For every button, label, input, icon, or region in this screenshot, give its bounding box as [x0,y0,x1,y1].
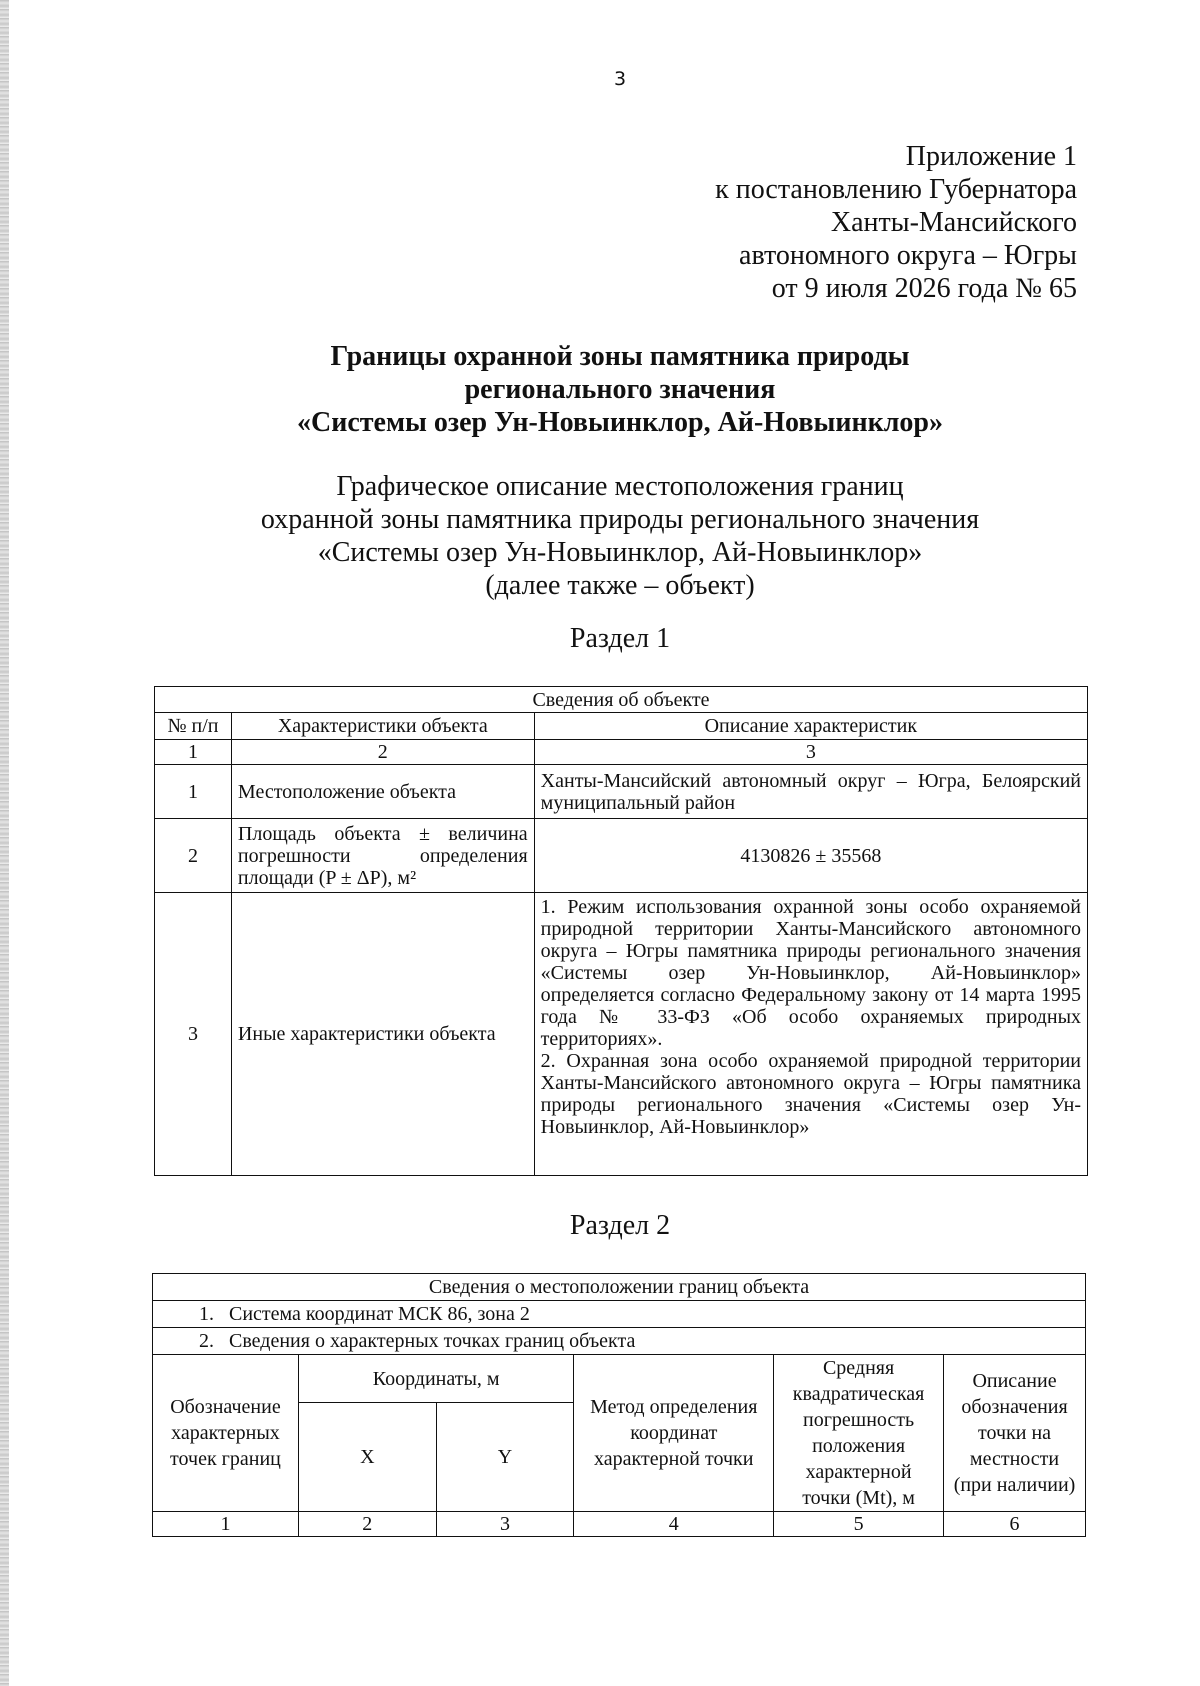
table-caption: Сведения о местоположении границ объекта [153,1274,1086,1301]
col-number: 3 [436,1512,574,1537]
row-characteristic: Площадь объекта ± величина погрешности определения площади (P ± ΔP), м² [231,819,534,893]
header-points: Обозначение характерных точек границ [153,1355,299,1512]
header-x: X [298,1403,436,1512]
header-y: Y [436,1403,574,1512]
subtitle-line: Графическое описание местоположения границ [336,471,904,502]
header-method: Метод определения координат характерной точки [574,1355,774,1512]
object-info-table [154,686,1088,1176]
description-paragraph: 2. Охранная зона особо охраняемой природной территории Ханты-Мансийского автономного округа – Югры памятника природы регионального значения «Системы озер Ун-Новыинклор, Ай-Новыинклор» [540,1050,1081,1138]
table-row [155,765,1088,819]
page-number: 3 [613,68,627,90]
subtitle-line: (далее также – объект) [485,570,755,601]
header-coordinates: Координаты, м [298,1355,573,1403]
col-number: 1 [153,1512,299,1537]
subtitle-line: «Системы озер Ун-Новыинклор, Ай-Новыинклор» [317,537,923,568]
row-characteristic: Местоположение объекта [231,765,534,819]
scan-edge-artifact [0,0,9,1686]
description-paragraph: 1. Режим использования охранной зоны особо охраняемой природной территории Ханты-Мансийского автономного округа – Югры памятника природы регионального значения «Системы озер Ун-Новыинклор, Ай-Новыинклор» определяется согласно Федеральному закону от 14 марта 1995 года № 33-ФЗ «Об особо охраняемых природных территориях». [540,896,1081,1050]
appendix-block [715,140,1077,305]
col-number: 3 [534,740,1087,765]
section2-heading: Раздел 2 [569,1210,671,1241]
row-description: Ханты-Мансийский автономный округ – Югра, Белоярский муниципальный район [534,765,1087,819]
col-number: 4 [574,1512,774,1537]
section1-heading: Раздел 1 [569,623,671,654]
boundary-points-table [152,1273,1086,1537]
appendix-line: Приложение 1 [905,141,1077,172]
row-description-cell [534,893,1087,1176]
subtitle-line: охранной зоны памятника природы регионального значения [260,504,980,535]
table-row [155,893,1088,1176]
header-point-description: Описание обозначения точки на местности (при наличии) [944,1355,1086,1512]
header-num: № п/п [155,713,232,740]
col-number: 1 [155,740,232,765]
appendix-line: автономного округа – Югры [739,240,1077,271]
row-num: 2 [155,819,232,893]
row-num: 1 [155,765,232,819]
title-line: «Системы озер Ун-Новыинклор, Ай-Новыинклор» [296,407,944,438]
points-info-item: 2. Сведения о характерных точках границ объекта [153,1328,1086,1355]
col-number: 2 [231,740,534,765]
col-number: 5 [774,1512,944,1537]
table-row [155,819,1088,893]
appendix-line: от 9 июля 2026 года № 65 [771,273,1077,304]
col-number: 2 [298,1512,436,1537]
row-description: 4130826 ± 35568 [534,819,1087,893]
header-characteristic: Характеристики объекта [231,713,534,740]
coordinate-system-item: 1. Система координат МСК 86, зона 2 [153,1301,1086,1328]
table-caption: Сведения об объекте [155,687,1088,713]
row-num: 3 [155,893,232,1176]
col-number: 6 [944,1512,1086,1537]
title-line: регионального значения [464,374,776,405]
header-description: Описание характеристик [534,713,1087,740]
header-error: Средняя квадратическая погрешность положения характерной точки (Mt), м [774,1355,944,1512]
appendix-line: Ханты-Мансийского [830,207,1077,238]
appendix-line: к постановлению Губернатора [715,174,1077,205]
title-line: Границы охранной зоны памятника природы [330,341,910,372]
row-characteristic: Иные характеристики объекта [231,893,534,1176]
document-title [150,340,1090,439]
document-subtitle [150,470,1090,602]
